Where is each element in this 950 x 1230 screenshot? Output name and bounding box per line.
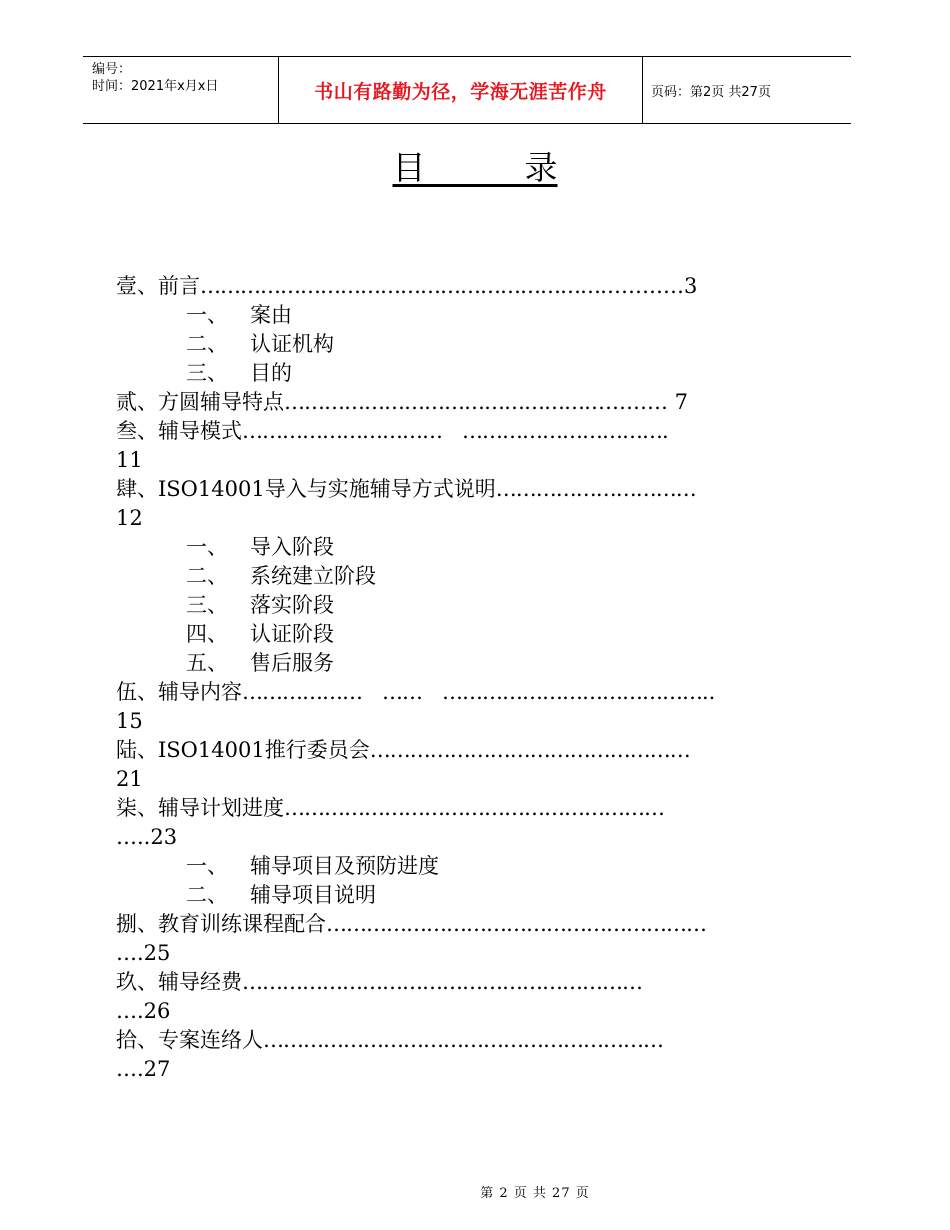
number-label: 编号：: [92, 62, 132, 77]
toc-entry-leader: ……………………………………………………: [200, 274, 600, 298]
toc-entry-page-line: [116, 939, 818, 968]
page-footer: 第 2 页 共 27 页: [480, 1186, 590, 1201]
toc-entry: [116, 794, 818, 823]
toc-subentry-number: 三、: [186, 361, 228, 385]
toc-subentry-number: 一、: [186, 854, 228, 878]
toc-entry-leader: ……………………………………………………: [263, 1028, 663, 1052]
toc-subentry: [116, 562, 818, 591]
toc-entry-label: 壹、前言: [116, 274, 200, 298]
toc-entry-leader: ………………………………………: [284, 390, 584, 414]
toc-subentry: [116, 881, 818, 910]
toc-entry-page: …..23: [116, 825, 178, 849]
toc-entry-label: 陆、ISO14001推行委员会: [116, 738, 370, 762]
toc-subentry-label: 系统建立阶段: [250, 564, 376, 588]
toc-subentry-label: 辅导项目说明: [250, 883, 376, 907]
toc-entry: [116, 388, 818, 417]
toc-entry-page-line: [116, 446, 818, 475]
toc-entry-leader: ……………………………………………………: [242, 970, 642, 994]
toc-entry-page: ….26: [116, 999, 171, 1023]
toc-subentry: [116, 649, 818, 678]
toc-entry: [116, 417, 818, 446]
toc-subentry-label: 辅导项目及预防进度: [250, 854, 439, 878]
toc-subentry-number: 一、: [186, 303, 228, 327]
toc-entry-label: 叁、辅导模式: [116, 419, 242, 443]
toc-entry-label: 柒、辅导计划进度: [116, 796, 284, 820]
toc-entry-page: ….27: [116, 1057, 171, 1081]
toc-entry-label: 肆、ISO14001导入与实施辅导方式说明: [116, 477, 496, 501]
toc-entry-tail: .: [662, 419, 669, 443]
toc-subentry-label: 落实阶段: [250, 593, 334, 617]
toc-entry-page-line: [116, 707, 818, 736]
toc-subentry: [116, 852, 818, 881]
document-title: [0, 146, 950, 190]
header-page-cell: [641, 57, 851, 123]
toc-entry-page-line: [116, 504, 818, 533]
toc-subentry: [116, 301, 818, 330]
toc-entry-page: 15: [116, 709, 143, 733]
toc-entry-label: 伍、辅导内容: [116, 680, 242, 704]
toc-entry-page: ….25: [116, 941, 171, 965]
toc-subentry-label: 售后服务: [250, 651, 334, 675]
toc-subentry-label: 认证机构: [250, 332, 334, 356]
header-left-cell: [83, 57, 278, 123]
toc-entry-page: 11: [116, 448, 143, 472]
toc-subentry-label: 目的: [250, 361, 292, 385]
toc-subentry-number: 五、: [186, 651, 228, 675]
toc-entry: [116, 475, 818, 504]
toc-entry: [116, 1026, 818, 1055]
toc-entry-tail: …………3: [600, 274, 698, 298]
toc-entry: [116, 910, 818, 939]
toc-subentry-label: 案由: [250, 303, 292, 327]
toc-entry: [116, 968, 818, 997]
toc-entry-page-line: [116, 823, 818, 852]
toc-entry-leader: ………………………… …………………………: [242, 419, 662, 443]
toc-entry-label: 拾、专案连络人: [116, 1028, 263, 1052]
toc-entry-label: 玖、辅导经费: [116, 970, 242, 994]
toc-entry-page: 21: [116, 767, 143, 791]
toc-entry-page-line: [116, 997, 818, 1026]
toc-entry-tail: ..: [702, 680, 716, 704]
toc-subentry: [116, 620, 818, 649]
time-label: 时间：2021年x月x日: [92, 79, 219, 94]
toc-entry: [116, 736, 818, 765]
toc-entry-page-line: [116, 765, 818, 794]
toc-subentry-label: 导入阶段: [250, 535, 334, 559]
motto-text: 书山有路勤为径，学海无涯苦作舟: [314, 80, 607, 103]
toc-entry-leader: …………………………………………: [369, 738, 690, 762]
toc-subentry: [116, 359, 818, 388]
toc-entry-leader: …………………………………………………: [326, 912, 706, 936]
toc-entry-tail: ………… 7: [584, 390, 689, 414]
toc-entry-page-line: [116, 1055, 818, 1084]
toc-subentry: [116, 330, 818, 359]
toc-entry-label: 贰、方圆辅导特点: [116, 390, 284, 414]
toc-entry-leader: ……………… …… …………………………………: [242, 680, 702, 704]
toc-subentry-number: 二、: [186, 332, 228, 356]
table-of-contents: [116, 272, 818, 1084]
toc-subentry-number: 三、: [186, 593, 228, 617]
toc-subentry: [116, 591, 818, 620]
toc-entry-leader: …………………………: [495, 477, 696, 501]
page-header: [83, 56, 851, 124]
toc-entry-label: 捌、教育训练课程配合: [116, 912, 326, 936]
header-motto-cell: [278, 57, 643, 123]
toc-subentry-number: 一、: [186, 535, 228, 559]
title-text: 目 录: [392, 148, 558, 187]
toc-entry-leader: …………………………………………………: [284, 796, 664, 820]
toc-entry: [116, 678, 818, 707]
toc-subentry-label: 认证阶段: [250, 622, 334, 646]
toc-subentry-number: 二、: [186, 564, 228, 588]
toc-subentry-number: 四、: [186, 622, 228, 646]
page-label: 页码：第2页 共27页: [651, 84, 771, 100]
toc-entry-page: 12: [116, 506, 143, 530]
toc-entry: [116, 272, 818, 301]
toc-subentry: [116, 533, 818, 562]
toc-subentry-number: 二、: [186, 883, 228, 907]
